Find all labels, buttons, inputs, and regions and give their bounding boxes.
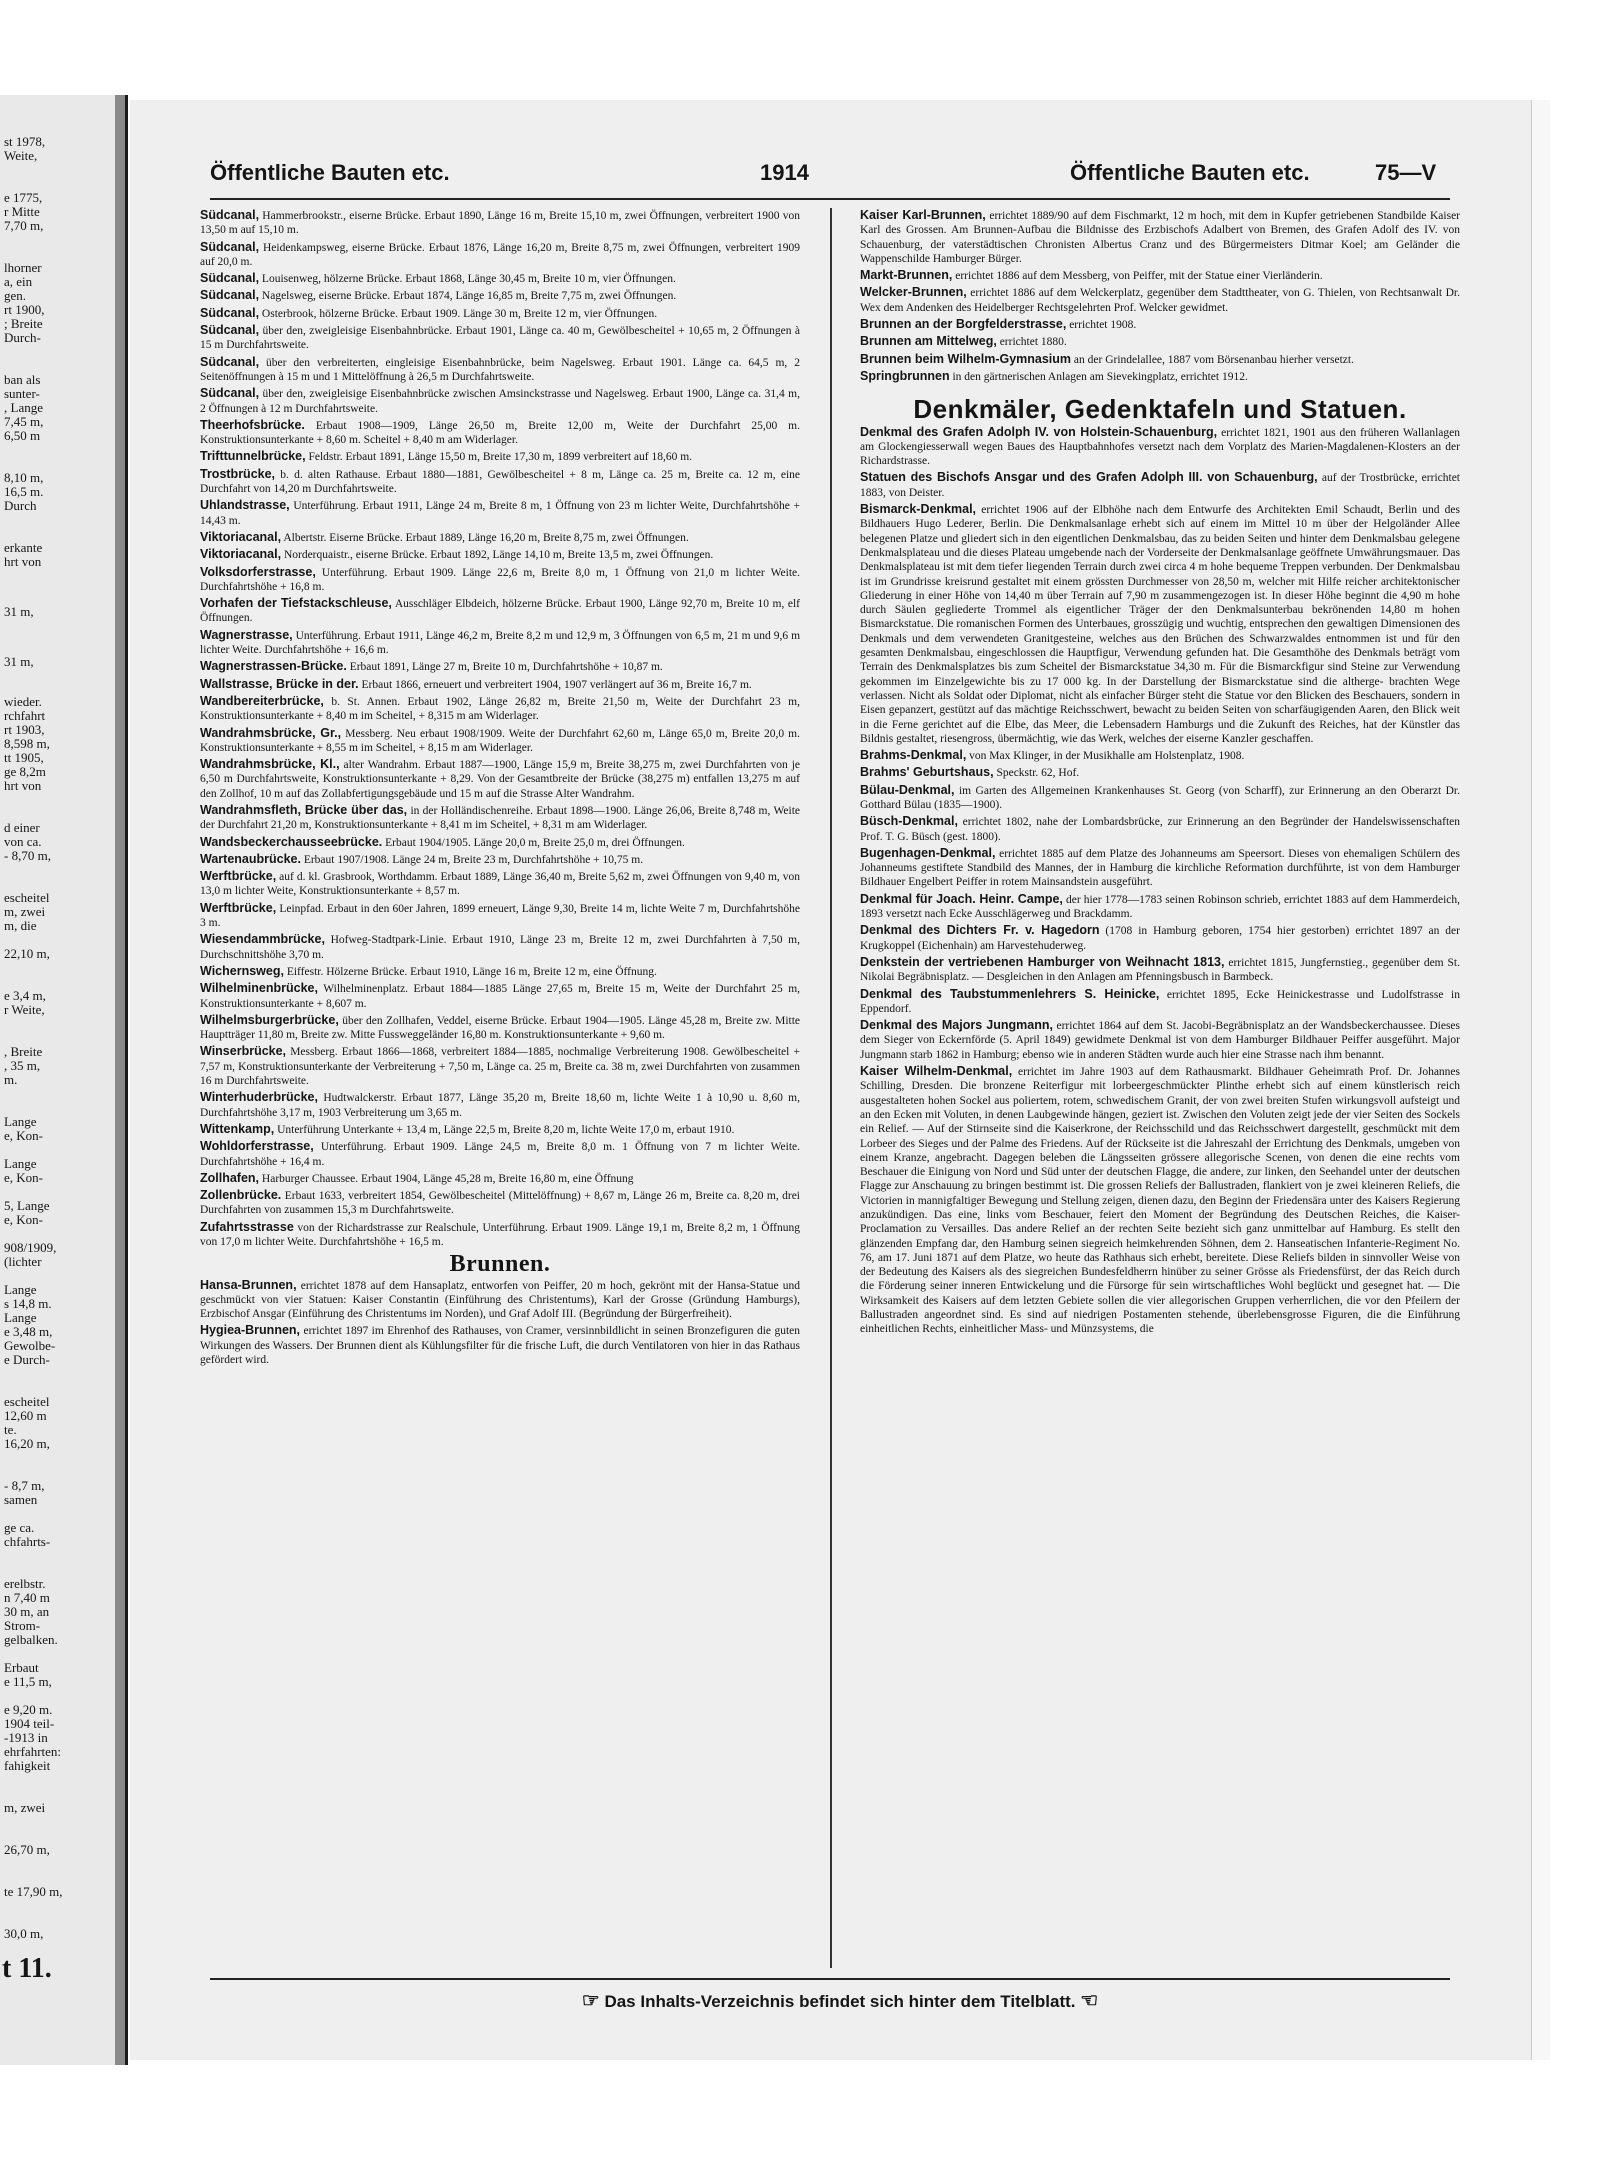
adjacent-page-line: 26,70 m, bbox=[4, 1842, 50, 1857]
entry-heading: Brunnen an der Borgfelderstrasse, bbox=[860, 317, 1067, 332]
entry-heading: Wohldorferstrasse, bbox=[200, 1139, 314, 1154]
adjacent-page-line: e 9,20 m. bbox=[4, 1702, 53, 1717]
entry-text: Erbaut 1904/1905. Länge 20,0 m, Breite 25,0 m, drei Öffnungen. bbox=[385, 836, 685, 849]
adjacent-page-line: te 17,90 m, bbox=[4, 1884, 63, 1899]
entry-text: errichtet 1889/90 auf dem Fischmarkt, 12 m hoch, mit dem in Kupfer getriebenen Standbilde Kaiser Karl des Grossen. Am Brunnen-Aufbau die Bildnisse des Erzbischofs Adalbert von Bremen, des Grafen Adolf des IV. von Schauenburg, der vaterstädtischen Chronisten Albertus Cranz und des Bürgermeisters Ditmar Koel; am Geländer die Wappenschilde Hamburger Bürger. bbox=[860, 210, 1461, 265]
fountain-list bbox=[860, 208, 1460, 384]
entry bbox=[200, 449, 800, 464]
entry-heading: Wagnerstrassen-Brücke. bbox=[200, 659, 347, 674]
entry bbox=[860, 268, 1460, 283]
entry-heading: Hygiea-Brunnen, bbox=[200, 1323, 301, 1338]
adjacent-page-line: erkante bbox=[4, 540, 43, 555]
adjacent-page-line: m, zwei bbox=[4, 1800, 46, 1815]
adjacent-page-line: a, ein bbox=[4, 274, 33, 289]
entry-text: auf d. kl. Grasbrook, Worthdamm. Erbaut 1889, Länge 36,40 m, Breite 5,62 m, zwei Öffnungen von 9,40 m, von 13,0 m lichter Weite, Konstruktionsunterkante + 8,57 m. bbox=[200, 871, 800, 898]
adjacent-page-line: d einer bbox=[4, 820, 40, 835]
entry-heading: Brahms' Geburtshaus, bbox=[860, 765, 994, 780]
entry-text: errichtet 1878 auf dem Hansaplatz, entworfen von Peiffer, 20 m hoch, gekrönt mit der Hansa-Statue und geschmückt von vier Statuen: Kaiser Constantin (Einführung des Christentums), Karl der Grosse (Gründung Hamburgs), Erzbischof Ansgar (Einführung des Christentums im Norden), und Graf Adolf III. (Begründung der Bürgerfreiheit). bbox=[200, 1279, 800, 1321]
entry-text: errichtet 1886 auf dem Welckerplatz, gegenüber dem Stadttheater, von G. Thielen, von Rechtsanwalt Dr. Wex dem Andenken des Heidelberger Rechtsgelehrten Prof. Welcker gewidmet. bbox=[860, 287, 1461, 314]
entry-text: Unterführung. Erbaut 1909. Länge 24,5 m, Breite 8,0 m. 1 Öffnung von 7 m lichter Weite. Durchfahrtshöhe + 16,4 m. bbox=[200, 1141, 801, 1168]
entry bbox=[200, 932, 800, 962]
entry bbox=[200, 467, 800, 497]
entry-heading: Kaiser Karl-Brunnen, bbox=[860, 208, 986, 222]
adjacent-page-line: -1913 in bbox=[4, 1730, 48, 1745]
entry-text: Erbaut 1908—1909, Länge 26,50 m, Breite 12,00 m, Weite der Durchfahrt 25,00 m. Konstruktionsunterkante + 8,60 m. Scheitel + 8,40 m am Widerlager. bbox=[200, 419, 801, 447]
entry bbox=[200, 208, 800, 238]
entry-text: alter Wandrahm. Erbaut 1887—1900, Länge 15,9 m, Breite 38,275 m, zwei Durchfahrten von je 6,50 m Durchfahrtsweite, Konstruktionsunterkante + 8,29. Von der Gesamtbreite der Brücke (38,275 m) entfallen 13,275 m auf den Zollhof, 10 m auf das Zollabfertigungsgebäude und 15 m auf die Strasse Alter Wandrahm. bbox=[200, 759, 801, 800]
footer-rule bbox=[210, 1978, 1450, 1980]
entry-text: errichtet 1880. bbox=[999, 336, 1067, 349]
entry-text: Albertstr. Eiserne Brücke. Erbaut 1889, Länge 16,20 m, Breite 8,75 m, zwei Öffnungen. bbox=[283, 531, 689, 544]
entry-heading: Südcanal, bbox=[200, 208, 260, 222]
entry bbox=[200, 901, 800, 931]
entry-heading: Brunnen am Mittelweg, bbox=[860, 334, 997, 349]
entry bbox=[860, 369, 1460, 384]
adjacent-page-line: rt 1903, bbox=[4, 722, 45, 737]
adjacent-page-line: tt 1905, bbox=[4, 750, 44, 765]
entry bbox=[200, 835, 800, 850]
entry bbox=[200, 271, 800, 286]
entry bbox=[200, 1323, 800, 1367]
document-page bbox=[130, 100, 1550, 2060]
entry-heading: Hansa-Brunnen, bbox=[200, 1277, 297, 1292]
entry-text: Erbaut 1891, Länge 27 m, Breite 10 m, Durchfahrtshöhe + 10,87 m. bbox=[349, 661, 663, 674]
bridge-list bbox=[200, 208, 800, 1249]
adjacent-page-fragment bbox=[0, 95, 128, 2065]
entry bbox=[860, 1018, 1460, 1062]
entry-heading: Büsch-Denkmal, bbox=[860, 814, 958, 829]
entry-heading: Trostbrücke, bbox=[200, 466, 276, 481]
adjacent-page-line: ge ca. bbox=[4, 1520, 35, 1535]
entry-text: von der Richardstrasse zur Realschule, Unterführung. Erbaut 1909. Länge 19,1 m, Breite 8,2 m, 1 Öffnung von 17,0 m lichter Weite. Durchfahrtshöhe + 16,5 m. bbox=[200, 1221, 801, 1248]
adjacent-page-line: e Durch- bbox=[4, 1352, 50, 1367]
entry-heading: Wagnerstrasse, bbox=[200, 627, 293, 642]
entry-heading: Denkmal für Joach. Heinr. Campe, bbox=[860, 891, 1063, 906]
entry-text: Feldstr. Erbaut 1891, Länge 15,50 m, Breite 17,30 m, 1899 verbreitert auf 18,60 m. bbox=[308, 451, 693, 464]
adjacent-page-line: te. bbox=[4, 1422, 17, 1437]
page-header bbox=[190, 160, 1450, 190]
adjacent-page-line: 8,10 m, bbox=[4, 470, 44, 485]
entry-heading: Markt-Brunnen, bbox=[860, 268, 953, 283]
entry-text: errichtet im Jahre 1903 auf dem Rathausmarkt. Bildhauer Geheimrath Prof. Dr. Johannes Schilling, Dresden. Die bronzene Reiterfigur mit lorbeergeschmückter Plinthe erhebt sich auf einem künstlerisch reich ausgestalteten hohen Sockel aus poliertem, rotem, schwedischem Granit, der von zwei breiten Stufen wirkungsvoll aufsteigt und an den Ecken mit Voluten, in denen Laubgewinde hängen, geziert ist. Zwischen den Voluten zeigt jede der vier Seiten des Sockels ein Relief. — Auf der Stirnseite sind die Kaiserkrone, der Reichsschild und das Reichsschwert dargestellt, geschmückt mit dem Lorbeer des Sieges und der Palme des Friedens. Auf der Rückseite ist die Jahreszahl der Errichtung des Denkmals, umgeben von einem Kranze, angebracht. Dagegen beleben die Längsseiten grössere allegorische Scenen, von denen die eine rechts vom Beschauer die Einigung von Nord und Süd unter der deutschen Flagge, die andere, zur linken, den Seehandel unter der deutschen Flagge zur Anschauung zu bringen bestimmt ist. Die grossen Reliefs der Ballustraden, flankiert von je zwei kleineren Reliefs, die Victorien in mannigfaltiger Bewegung und Stellung zeigen, dienen dazu, den Beginn der Friedensära unter des Kaisers Regierung anzukündigen. Das eine, links vom Beschauer, feiert den Moment der Begründung des Deutschen Reiches, die Kaiser-Proclamation zu Versailles. Das andere Relief an der rechten Seite bezieht sich ganz unmittelbar auf Hamburg. Es stellt den glänzenden Empfang dar, den Hamburg seinen siegreich heimkehrenden Söhnen, dem 2. Hanseatischen Infanterie-Regiment No. 76, am 17. Juni 1871 auf dem Platze, wo heute das Rathhaus sich erhebt, bereitete. Diese Reliefs bilden in sinnvoller Weise von der Bedeutung des Kaisers als des siegreichen Bundesfeldherrn hinüber zu seiner Grösse als Friedensfürst, der das Reich durch die Förderung seiner inneren Entwickelung und die Fürsorge für sein wirtschaftliches Wohl beglückt und gesegnet hat. — Die Wirksamkeit des Kaisers auf dem letzten Gebiete sollen die vier allegorischen Gruppen verherrlichen, die vor den Pfeilern der Ballustraden angeordnet sind. Es sind auf niedrigen Postamenten stehende, überlebensgrosse Figuren, die die Einführung einheitlichen Rechts, einheitlicher Mass- und Münzsystems, die bbox=[860, 1066, 1460, 1336]
entry-heading: Wittenkamp, bbox=[200, 1121, 275, 1136]
entry bbox=[200, 530, 800, 545]
entry-text: errichtet 1897 im Ehrenhof des Rathauses, von Cramer, versinnbildlicht in seinen Bronzefiguren die guten Wirkungen des Wassers. Der Brunnen dient als Kühlungsfilter für die frische Luft, die durch Ventilatoren von hier in das Rathaus gefördert wird. bbox=[200, 1325, 800, 1367]
entry-text: Leinpfad. Erbaut in den 60er Jahren, 1899 erneuert, Länge 9,30, Breite 14 m, lichte Weite 7 m, Durchfahrtshöhe 3 m. bbox=[200, 902, 800, 930]
entry bbox=[200, 1171, 800, 1186]
adjacent-page-line: 12,60 m bbox=[4, 1408, 47, 1423]
entry-heading: Trifttunnelbrücke, bbox=[200, 449, 306, 464]
adjacent-page-line: 30 m, an bbox=[4, 1604, 50, 1619]
adjacent-page-line: 1904 teil- bbox=[4, 1716, 55, 1731]
entry bbox=[200, 869, 800, 899]
entry-text: Norderquaistr., eiserne Brücke. Erbaut 1892, Länge 14,10 m, Breite 13,5 m, zwei Öffnungen. bbox=[283, 549, 714, 562]
entry-text: in den gärtnerischen Anlagen am Sievekingplatz, errichtet 1912. bbox=[952, 370, 1248, 383]
entry-text: in der Holländischenreihe. Erbaut 1898—1900. Länge 26,06, Breite 8,748 m, Weite der Durchfahrt 21,20 m, Konstruktionsunterkante + 8,41 m im Scheitel, + 8,31 m am Widerlager. bbox=[200, 804, 801, 832]
adjacent-page-line: e 1775, bbox=[4, 190, 43, 205]
page-footer bbox=[130, 1988, 1550, 2013]
entry bbox=[200, 547, 800, 562]
entry bbox=[200, 677, 800, 692]
entry bbox=[860, 1064, 1460, 1337]
adjacent-page-line: (lichter bbox=[4, 1254, 42, 1269]
entry-heading: Bugenhagen-Denkmal, bbox=[860, 845, 996, 860]
entry-heading: Volksdorferstrasse, bbox=[200, 564, 316, 579]
entry bbox=[200, 240, 800, 270]
adjacent-page-line: Lange bbox=[4, 1156, 37, 1171]
entry bbox=[200, 1188, 800, 1218]
entry-heading: Winterhuderbrücke, bbox=[200, 1090, 318, 1105]
entry-heading: Viktoriacanal, bbox=[200, 529, 282, 544]
entry-heading: Kaiser Wilhelm-Denkmal, bbox=[860, 1064, 1013, 1079]
entry bbox=[860, 783, 1460, 813]
adjacent-page-line: lhorner bbox=[4, 260, 42, 275]
entry-text: Osterbrook, hölzerne Brücke. Erbaut 1909. Länge 30 m, Breite 12 m, vier Öffnungen. bbox=[261, 307, 658, 320]
adjacent-page-line: fahigkeit bbox=[4, 1758, 51, 1773]
entry bbox=[860, 334, 1460, 349]
entry bbox=[200, 1044, 800, 1088]
entry-text: der hier 1778—1783 seinen Robinson schrieb, errichtet 1883 auf dem Hammerdeich, 1893 versetzt nach Ecke Ausschlägerweg und Brackdamm. bbox=[860, 893, 1461, 921]
entry bbox=[200, 1220, 800, 1250]
entry bbox=[200, 565, 800, 595]
entry bbox=[860, 425, 1460, 469]
entry-text: b. St. Annen. Erbaut 1902, Länge 26,82 m, Breite 21,50 m, Weite der Durchfahrt 23 m, Konstruktionsunterkante + 8,40 m im Scheitel, + 8,315 m am Widerlager. bbox=[200, 695, 800, 723]
adjacent-page-line: hrt von bbox=[4, 554, 42, 569]
header-year: 1914 bbox=[760, 160, 809, 185]
entry bbox=[860, 208, 1460, 266]
entry-heading: Wandsbeckerchausseebrücke. bbox=[200, 834, 383, 849]
entry-heading: Bismarck-Denkmal, bbox=[860, 502, 977, 517]
entry-text: im Garten des Allgemeinen Krankenhauses St. Georg (von Scharff), zur Erinnerung an den Oberarzt Dr. Gotthard Bülau (1835—1900). bbox=[860, 784, 1461, 811]
entry bbox=[200, 726, 800, 756]
adjacent-page-line: Lange bbox=[4, 1114, 37, 1129]
entry-text: Hammerbrookstr., eiserne Brücke. Erbaut 1890, Länge 16 m, Breite 15,10 m, zwei Öffnungen, verbreitert 1900 von 13,50 m auf 15,10 m. bbox=[200, 210, 801, 237]
adjacent-page-line: , Lange bbox=[4, 400, 43, 415]
entry bbox=[200, 852, 800, 867]
adjacent-page-line: hrt von bbox=[4, 778, 42, 793]
adjacent-page-line: von ca. bbox=[4, 834, 42, 849]
scan-background bbox=[0, 0, 1600, 70]
adjacent-page-line: Erbaut bbox=[4, 1660, 39, 1675]
entry-heading: Brunnen beim Wilhelm-Gymnasium bbox=[860, 351, 1072, 366]
left-column bbox=[200, 208, 800, 1369]
adjacent-page-line: - 8,70 m, bbox=[4, 848, 51, 863]
adjacent-page-line: Lange bbox=[4, 1310, 37, 1325]
entry-heading: Südcanal, bbox=[200, 288, 260, 303]
entry bbox=[200, 418, 800, 448]
entry-text: errichtet 1908. bbox=[1069, 319, 1137, 332]
entry bbox=[200, 694, 800, 724]
entry-text: Louisenweg, hölzerne Brücke. Erbaut 1868, Länge 30,45 m, Breite 10 m, vier Öffnungen. bbox=[261, 273, 676, 286]
entry-heading: Zufahrtsstrasse bbox=[200, 1219, 294, 1234]
entry-heading: Wandrahmsbrücke, Kl., bbox=[200, 757, 340, 772]
entry-text: Erbaut 1866, erneuert und verbreitert 1904, 1907 verlängert auf 36 m, Breite 16,7 m. bbox=[361, 678, 752, 691]
adjacent-page-line: 31 m, bbox=[4, 654, 34, 669]
entry bbox=[200, 659, 800, 674]
entry-heading: Springbrunnen bbox=[860, 368, 950, 383]
entry bbox=[200, 1122, 800, 1137]
entry-text: über den, zweigleisige Eisenbahnbrücke. Erbaut 1901, Länge ca. 40 m, Gewölbescheitel + 10,65 m, 2 Öffnungen à 15 m Durchfahrtsweite. bbox=[200, 325, 801, 352]
entry-text: an der Grindelallee, 1887 vom Börsenanbau hierher versetzt. bbox=[1073, 353, 1354, 366]
entry-text: Erbaut 1633, verbreitert 1854, Gewölbescheitel (Mittelöffnung) + 8,67 m, Länge 26 m, Breite ca. 8,20 m, drei Durchfahrten von zusammen 15,3 m Durchfahrtsweite. bbox=[200, 1190, 801, 1217]
entry bbox=[200, 803, 800, 833]
pointing-hand-left-icon: ☜ bbox=[1080, 1990, 1099, 2012]
adjacent-page-line: , Breite bbox=[4, 1044, 43, 1059]
entry bbox=[200, 757, 800, 801]
entry-text: Unterführung Unterkante + 13,4 m, Länge 22,5 m, Breite 8,20 m, lichte Weite 17,0 m, erbaut 1910. bbox=[277, 1123, 735, 1136]
monument-list bbox=[860, 425, 1460, 1337]
entry bbox=[200, 323, 800, 353]
entry-text: Ausschläger Elbdeich, hölzerne Brücke. Erbaut 1900, Länge 92,70 m, Breite 10 m, elf Öffnungen. bbox=[200, 598, 800, 625]
entry bbox=[200, 355, 800, 385]
entry-heading: Vorhafen der Tiefstackschleuse, bbox=[200, 596, 392, 611]
entry-text: über den, zweigleisige Eisenbahnbrücke zwischen Amsinckstrasse und Nagelsweg. Erbaut 1900, Länge ca. 31,4 m, 2 Öffnungen à 12 m Durchfahrtsweite. bbox=[200, 388, 800, 415]
entry bbox=[200, 596, 800, 626]
adjacent-page-line: e 3,4 m, bbox=[4, 988, 46, 1003]
entry bbox=[200, 1090, 800, 1120]
entry bbox=[200, 306, 800, 321]
entry-heading: Werftbrücke, bbox=[200, 869, 277, 884]
adjacent-page-line: n 7,40 m bbox=[4, 1590, 50, 1605]
header-right: Öffentliche Bauten etc. bbox=[1070, 160, 1310, 185]
adjacent-page-line: - 8,7 m, bbox=[4, 1478, 45, 1493]
entry bbox=[200, 1139, 800, 1169]
adjacent-page-line: 16,20 m, bbox=[4, 1436, 50, 1451]
entry bbox=[860, 470, 1460, 500]
entry-text: errichtet 1886 auf dem Messberg, von Peiffer, mit der Statue einer Vierländerin. bbox=[955, 270, 1323, 283]
entry bbox=[860, 955, 1460, 985]
entry-heading: Denkstein der vertriebenen Hamburger von Weihnacht 1813, bbox=[860, 954, 1225, 969]
entry-text: b. d. alten Rathause. Erbaut 1880—1881, Gewölbescheitel + 8 m, Länge ca. 25 m, Breite ca. 12 m, eine Durchfahrt von 14,20 m Durchfahrtsweite. bbox=[200, 468, 801, 496]
entry-text: errichtet 1802, nahe der Lombardsbrücke, zur Erinnerung an den Begründer der Handelswissenschaften Prof. T. G. Büsch (gest. 1800). bbox=[860, 816, 1461, 843]
entry-text: über den Zollhafen, Veddel, eiserne Brücke. Erbaut 1904—1905. Länge 45,28 m, Breite zw. Mitte Hauptträger 11,80 m, Breite zw. Mitte Fussweggeländer 16,80 m. Konstruktionsunterkante + 9,60 m. bbox=[200, 1014, 801, 1042]
entry-heading: Südcanal, bbox=[200, 271, 260, 286]
entry-text: errichtet 1815, Jungfernstieg., gegenüber dem St. Nikolai Begräbnisplatz. — Desgleichen in den Anlagen am Pfenningsbusch in Barmbeck. bbox=[860, 956, 1460, 984]
entry-text: Eiffestr. Hölzerne Brücke. Erbaut 1910, Länge 16 m, Breite 12 m, eine Öffnung. bbox=[286, 965, 657, 978]
adjacent-page-line: rchfahrt bbox=[4, 708, 46, 723]
adjacent-page-footer: t 11. bbox=[2, 1953, 52, 1984]
entry-text: Erbaut 1907/1908. Länge 24 m, Breite 23 m, Durchfahrtshöhe + 10,75 m. bbox=[303, 853, 644, 866]
entry bbox=[860, 317, 1460, 332]
adjacent-page-line: ; Breite bbox=[4, 316, 43, 331]
adjacent-page-line: e, Kon- bbox=[4, 1212, 43, 1227]
entry-text: errichtet 1864 auf dem St. Jacobi-Begräbnisplatz an der Wandsbeckerchaussee. Dieses dem Sieger von Eckernförde (5. April 1849) gewidmete Denkmal ist von dem Hamburger Bildhauer Peiffer ausgeführt. Major Jungmann starb 1862 in Hamburg; ebenso wie in anderen Städten wurde auch hier eine Strasse nach ihm benannt. bbox=[860, 1020, 1461, 1061]
adjacent-page-line: 6,50 m bbox=[4, 428, 41, 443]
entry-heading: Wandbereiterbrücke, bbox=[200, 693, 324, 708]
entry bbox=[200, 981, 800, 1011]
entry-text: errichtet 1906 auf der Elbhöhe nach dem Entwurfe des Architekten Emil Schaudt, Berlin und des Bildhauers Hugo Lederer, Berlin. Die Denkmalsanlage erhebt sich auf einem im Mittel 10 m über der Helgoländer Allee belegenen Platze und gliedert sich in den eigentlichen Denkmalsbau, das zu beiden Seiten und hinter dem Denkmalsbau gelegene Denkmalsplateau und die dieses Plateau umgebende nach der Vorderseite der Denkmalsanlage geöffnete Umwährungsmauer. Das Denkmalsplateau ist mit dem tiefer liegenden Terrain durch zwei circa 4 m hohe bequeme Treppen verbunden. Der Denkmalsbau ist im Grundrisse kreisrund gestaltet mit einem grössten Durchmesser von 28,50 m, welcher mit Hilfe reicher architektonischer Gliederung in einer Höhe von 14,40 m über Terrain auf 7,90 m zusammengezogen ist. In dieser Höhe beginnt die 4,90 m hohe durch Säulen gegliederte Trommel als eigentlicher Träger der den Denkmalsunterbau bekrönenden 14,80 m hohen Bismarckstatue. Die romanischen Formen des Unterbaues, grosszügig und wuchtig, entsprechen den gewaltigen Dimensionen des Denkmals und dem verwendeten Granitgesteine, welches aus den Brüchen des Schwarzwaldes entnommen ist und für den gesamten Denkmalsbau, eingeschlossen die Hauptfigur, Verwendung gefunden hat. Die Gesamthöhe des Denkmals beträgt vom Terrain des Denkmalsplatzes bis zum Scheitel der Bismarckstatue 34,30 m. Für die Bismarckfigur sind Steine zur Verwendung gekommen im Einzelgewichte bis zu 17 000 kg. In der Darstellung der Bismarckstatue sind die altherge- brachten Wege verlassen. Nicht als Soldat oder Diplomat, nicht als einfacher Bürger steht die Statue vor den Blicken des Beschauers, sondern in Eisen gepanzert, gestützt auf das mächtige Reichsschwert, bewacht zu beiden Seiten von scharfäugigenden Aaren, den Blick weit in die Ferne gerichtet auf die Elbe, das Meer, die Lebensadern Hamburgs und die Zukunft des Reiches, hat der Künstler das Bildnis gestaltet, riesengross, übermächtig, wie das Werk, welches der eiserne Kanzler geschaffen. bbox=[860, 504, 1461, 745]
entry-heading: Wilhelminenbrücke, bbox=[200, 981, 318, 996]
entry-text: Unterführung. Erbaut 1909. Länge 22,6 m, Breite 8,0 m, 1 Öffnung von 21,0 m lichter Weite. Durchfahrtshöhe + 16,8 m. bbox=[200, 566, 801, 593]
right-column bbox=[860, 208, 1460, 1339]
adjacent-page-line: e 3,48 m, bbox=[4, 1324, 53, 1339]
entry-text: Wilhelminenplatz. Erbaut 1884—1885 Länge 27,65 m, Breite 15 m, Weite der Durchfahrt 25 m, Konstruktionsunterkante + 8,607 m. bbox=[200, 983, 801, 1010]
entry-text: Hudtwalckerstr. Erbaut 1877, Länge 35,20 m, Breite 18,60 m, lichte Weite 1 à 10,90 u. 8,60 m, Durchfahrtshöhe 3,17 m, 1903 Verbreiterung um 3,65 m. bbox=[200, 1092, 800, 1119]
adjacent-page-line: 30,0 m, bbox=[4, 1926, 44, 1941]
entry-text: auf der Trostbrücke, errichtet 1883, von Deister. bbox=[860, 472, 1460, 499]
entry-text: errichtet 1895, Ecke Heinickestrasse und Ludolfstrasse in Eppendorf. bbox=[860, 988, 1460, 1015]
entry bbox=[860, 285, 1460, 315]
adjacent-page-line: escheitel bbox=[4, 890, 50, 905]
entry bbox=[200, 288, 800, 303]
entry-heading: Zollenbrücke. bbox=[200, 1188, 282, 1203]
adjacent-page-line: r Weite, bbox=[4, 1002, 45, 1017]
entry bbox=[860, 846, 1460, 890]
entry bbox=[200, 964, 800, 979]
entry-heading: Denkmal des Taubstummenlehrers S. Heinicke, bbox=[860, 986, 1160, 1001]
entry bbox=[200, 628, 800, 658]
entry-heading: Südcanal, bbox=[200, 386, 260, 401]
page-edge bbox=[1531, 100, 1550, 2060]
entry-text: Unterführung. Erbaut 1911, Länge 46,2 m, Breite 8,2 m und 12,9 m, 3 Öffnungen von 6,5 m, 21 m und 9,6 m lichter Weite. Durchfahrtshöhe + 16,6 m. bbox=[200, 629, 801, 657]
entry-heading: Südcanal, bbox=[200, 323, 260, 338]
adjacent-page-line: s 14,8 m. bbox=[4, 1296, 52, 1311]
entry bbox=[860, 748, 1460, 763]
entry-text: Harburger Chaussee. Erbaut 1904, Länge 45,28 m, Breite 16,80 m, eine Öffnung bbox=[261, 1172, 634, 1185]
entry-text: über den verbreiterten, eingleisige Eisenbahnbrücke, beim Nagelsweg. Erbaut 1901. Länge ca. 64,5 m, 2 Seitenöffnungen à 15 m und 1 Mittelöffnung à 26,5 m Durchfahrtsweite. bbox=[200, 356, 801, 383]
entry-heading: Wartenaubrücke. bbox=[200, 851, 301, 866]
entry-text: Hofweg-Stadtpark-Linie. Erbaut 1910, Länge 23 m, Breite 12 m, zwei Durchfahrten à 7,50 m, Durchschnittshöhe 3,70 m. bbox=[200, 934, 801, 961]
entry-text: Speckstr. 62, Hof. bbox=[996, 767, 1080, 780]
adjacent-page-line: 7,45 m, bbox=[4, 414, 44, 429]
adjacent-page-line: Lange bbox=[4, 1282, 37, 1297]
entry-heading: Viktoriacanal, bbox=[200, 547, 282, 562]
entry-text: errichtet 1885 auf dem Platze des Johanneums am Speersort. Dieses von ehemaligen Schülern des Johanneums gestiftete Standbild des Mannes, der in Hamburg die kirchliche Reformation durchführte, ist von dem Hamburger Bildhauer Engelbert Peiffer in rotem Mainsandstein ausgeführt. bbox=[860, 847, 1461, 889]
adjacent-page-line: Gewolbe- bbox=[4, 1338, 56, 1353]
entry-heading: Südcanal, bbox=[200, 354, 260, 369]
entry-heading: Wilhelmsburgerbrücke, bbox=[200, 1012, 339, 1027]
entry bbox=[200, 386, 800, 416]
entry-heading: Statuen des Bischofs Ansgar und des Grafen Adolph III. von Schauenburg, bbox=[860, 470, 1318, 485]
entry-heading: Theerhofsbrücke. bbox=[200, 417, 305, 432]
entry bbox=[860, 352, 1460, 367]
entry-text: Unterführung. Erbaut 1911, Länge 24 m, Breite 8 m, 1 Öffnung von 23 m lichter Weite, Durchfahrtshöhe + 14,43 m. bbox=[200, 500, 801, 527]
footer-note: Das Inhalts-Verzeichnis befindet sich hinter dem Titelblatt. bbox=[604, 1992, 1076, 2011]
adjacent-page-line: gelbalken. bbox=[4, 1632, 58, 1647]
entry-text: von Max Klinger, in der Musikhalle am Holstenplatz, 1908. bbox=[969, 750, 1245, 763]
adjacent-page-line: ehrfahrten: bbox=[4, 1744, 62, 1759]
adjacent-page-line: 5, Lange bbox=[4, 1198, 50, 1213]
entry-heading: Welcker-Brunnen, bbox=[860, 285, 967, 300]
adjacent-page-line: 22,10 m, bbox=[4, 946, 50, 961]
adjacent-page-line: , 35 m, bbox=[4, 1058, 41, 1073]
adjacent-page-line: 16,5 m. bbox=[4, 484, 44, 499]
entry-heading: Bülau-Denkmal, bbox=[860, 782, 955, 797]
denkmal-heading: Denkmäler, Gedenktafeln und Statuen. bbox=[913, 394, 1407, 425]
adjacent-page-line: 7,70 m, bbox=[4, 218, 44, 233]
entry bbox=[200, 1278, 800, 1322]
adjacent-page-line: r Mitte bbox=[4, 204, 40, 219]
adjacent-page-line: sunter- bbox=[4, 386, 40, 401]
header-left: Öffentliche Bauten etc. bbox=[210, 160, 450, 185]
entry bbox=[860, 765, 1460, 780]
entry-heading: Wallstrasse, Brücke in der. bbox=[200, 676, 359, 691]
adjacent-page-line: 8,598 m, bbox=[4, 736, 50, 751]
entry-heading: Wandrahmsbrücke, Gr., bbox=[200, 725, 342, 740]
entry-text: Messberg. Neu erbaut 1908/1909. Weite der Durchfahrt 62,60 m, Länge 65,0 m, Breite 20,0 m. Konstruktionsunterkante + 8,55 m im Scheitel, + 8,15 m am Widerlager. bbox=[200, 727, 801, 754]
entry-heading: Denkmal des Majors Jungmann, bbox=[860, 1018, 1053, 1033]
entry-heading: Zollhafen, bbox=[200, 1170, 260, 1185]
adjacent-page-line: m. bbox=[4, 1072, 18, 1087]
adjacent-page-line: ban als bbox=[4, 372, 41, 387]
entry-text: Nagelsweg, eiserne Brücke. Erbaut 1874, Länge 16,85 m, Breite 7,75 m, zwei Öffnungen. bbox=[261, 290, 677, 303]
adjacent-page-line: st 1978, bbox=[4, 134, 46, 149]
entry-text: Messberg. Erbaut 1866—1868, verbreitert 1884—1885, nochmalige Verbreiterung 1908. Gewölbescheitel + 7,57 m, Konstruktionsunterkante der Verbreiterung + 7,50 m, Länge ca. 25 m, Breite ca. 38 m, zwei Durchfahrten von zusammen 16 m Durchfahrtsweite. bbox=[200, 1046, 800, 1088]
entry-text: errichtet 1821, 1901 aus den früheren Wallanlagen am Glockengiesserwall wegen Baues des Hauptbahnhofes versetzt nach dem Vorplatz des Marien-Magdalenen-Klosters an der Richardstrasse. bbox=[860, 426, 1460, 468]
entry-text: (1708 in Hamburg geboren, 1754 hier gestorben) errichtet 1897 an der Krugkoppel (Eichenhain) am Harvestehuderweg. bbox=[860, 925, 1460, 952]
entry bbox=[860, 814, 1460, 844]
adjacent-page-line: wieder. bbox=[4, 694, 42, 709]
adjacent-page-line: e, Kon- bbox=[4, 1170, 43, 1185]
entry-text: Heidenkampsweg, eiserne Brücke. Erbaut 1876, Länge 16,20 m, Breite 8,75 m, zwei Öffnungen, verbreitert 1909 auf 20,0 m. bbox=[200, 241, 801, 268]
entry-heading: Brahms-Denkmal, bbox=[860, 748, 967, 763]
entry-heading: Wichernsweg, bbox=[200, 963, 284, 978]
entry-heading: Uhlandstrasse, bbox=[200, 498, 290, 513]
adjacent-page-line: rt 1900, bbox=[4, 302, 45, 317]
adjacent-page-line: escheitel bbox=[4, 1394, 50, 1409]
adjacent-page-line: e 11,5 m, bbox=[4, 1674, 52, 1689]
entry-heading: Südcanal, bbox=[200, 239, 260, 254]
entry-heading: Denkmal des Grafen Adolph IV. von Holstein-Schauenburg, bbox=[860, 424, 1218, 439]
adjacent-page-line: 908/1909, bbox=[4, 1240, 57, 1255]
entry-heading: Südcanal, bbox=[200, 305, 260, 320]
adjacent-page-line: chfahrts- bbox=[4, 1534, 51, 1549]
adjacent-page-line: ge 8,2m bbox=[4, 764, 46, 779]
header-rule bbox=[210, 198, 1450, 200]
entry-heading: Werftbrücke, bbox=[200, 900, 277, 915]
entry-heading: Wiesendammbrücke, bbox=[200, 932, 325, 947]
adjacent-page-line: Durch bbox=[4, 498, 37, 513]
adjacent-page-line: m, zwei bbox=[4, 904, 46, 919]
page-number: 75—V bbox=[1375, 160, 1437, 185]
page-gutter bbox=[115, 95, 125, 2065]
entry bbox=[860, 923, 1460, 953]
entry bbox=[200, 1013, 800, 1043]
adjacent-page-line: e, Kon- bbox=[4, 1128, 43, 1143]
entry-heading: Denkmal des Dichters Fr. v. Hagedorn bbox=[860, 923, 1100, 938]
adjacent-page-line: erelbstr. bbox=[4, 1576, 46, 1591]
brunnen-list bbox=[200, 1278, 800, 1368]
entry-heading: Winserbrücke, bbox=[200, 1044, 287, 1059]
adjacent-page-line: m, die bbox=[4, 918, 37, 933]
adjacent-page-line: Durch- bbox=[4, 330, 41, 345]
adjacent-page-line: Strom- bbox=[4, 1618, 41, 1633]
entry bbox=[860, 502, 1460, 746]
entry bbox=[860, 987, 1460, 1017]
column-divider bbox=[830, 208, 832, 1968]
entry-heading: Wandrahmsfleth, Brücke über das, bbox=[200, 802, 408, 817]
adjacent-page-line: Weite, bbox=[4, 148, 38, 163]
adjacent-page-line: 31 m, bbox=[4, 604, 34, 619]
adjacent-page-line: gen. bbox=[4, 288, 27, 303]
adjacent-page-line: samen bbox=[4, 1492, 38, 1507]
entry bbox=[200, 498, 800, 528]
pointing-hand-right-icon: ☞ bbox=[581, 1990, 600, 2012]
brunnen-heading: Brunnen. bbox=[449, 1251, 551, 1278]
entry bbox=[860, 892, 1460, 922]
